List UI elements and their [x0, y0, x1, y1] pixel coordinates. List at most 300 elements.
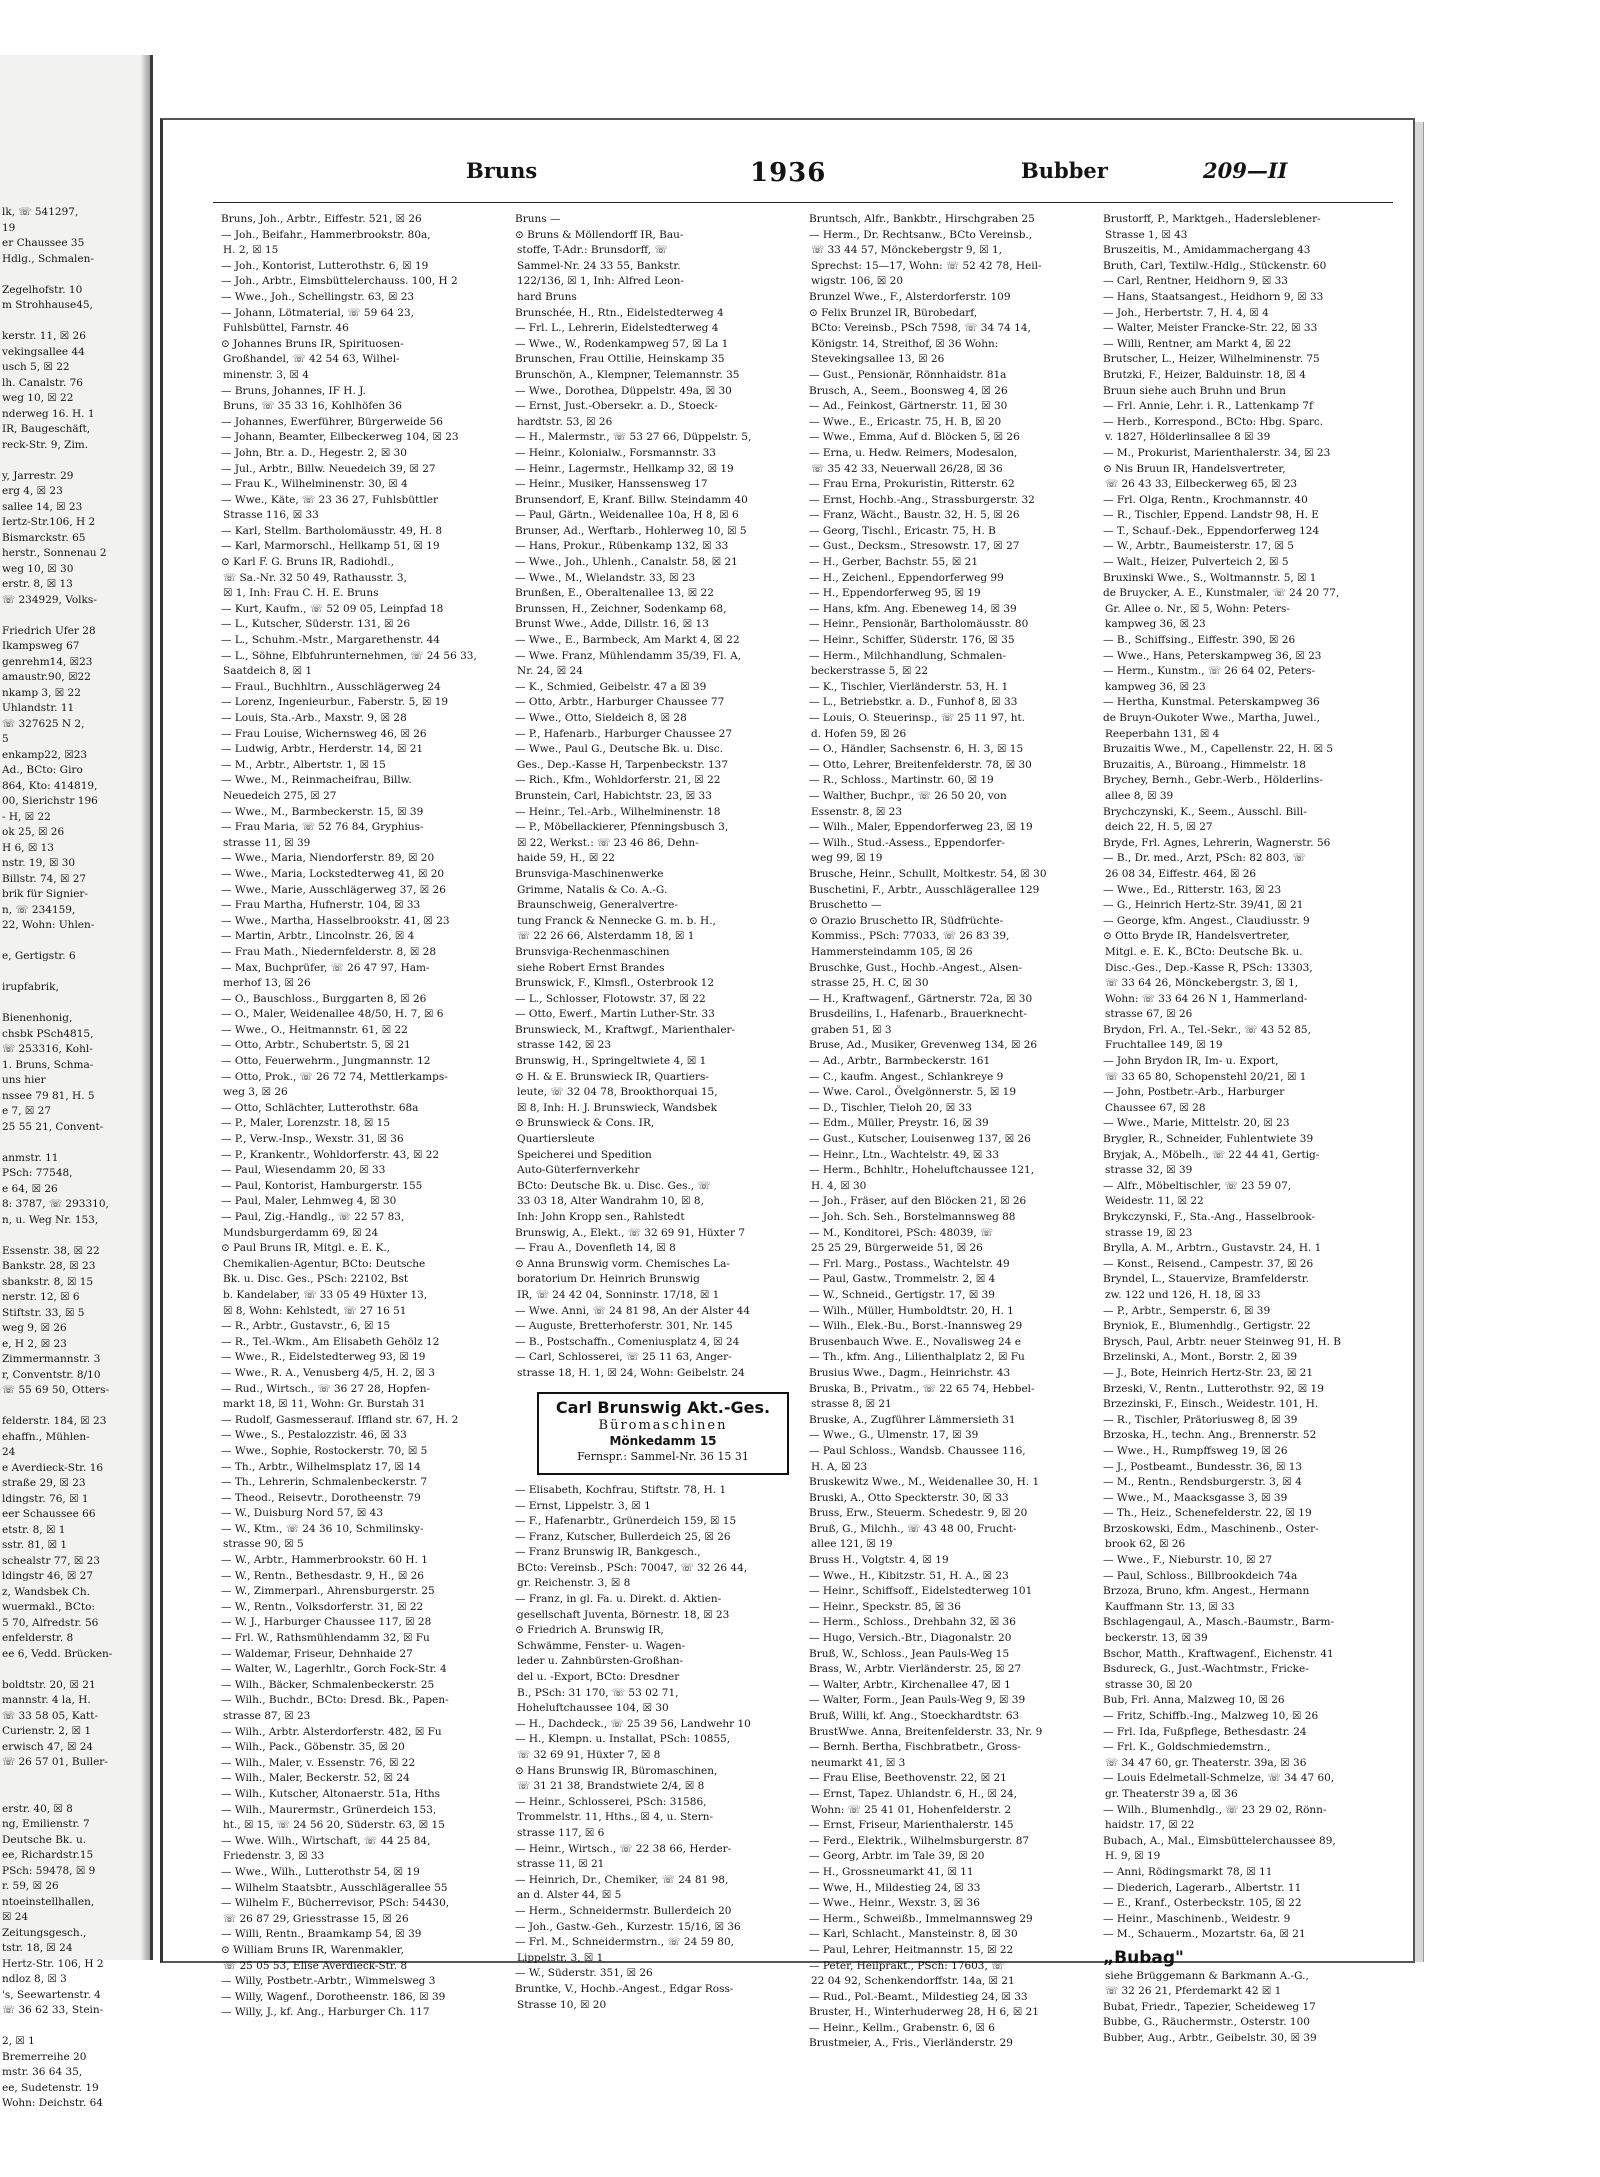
directory-entry-line: — L., Söhne, Elbfuhrunternehmen, ☏ 24 56 33, — [221, 649, 477, 662]
previous-page-line: 24 — [2, 1446, 16, 1458]
directory-entry-line: — Walter, Meister Francke-Str. 22, ☒ 33 — [1103, 322, 1318, 335]
directory-entry-line: — Wilh., Bäcker, Schmalenbeckerstr. 25 — [221, 1678, 435, 1691]
previous-page-line: weg 10, ☒ 30 — [2, 562, 74, 575]
directory-entry-line: BrustWwe. Anna, Breitenfelderstr. 33, Nr. 9 — [809, 1725, 1043, 1738]
directory-entry-line: Sprechst: 15—17, Wohn: ☏ 52 42 78, Heil- — [811, 259, 1042, 272]
directory-entry-line: — Hertha, Kunstmal. Peterskampweg 36 — [1103, 696, 1320, 709]
directory-entry-line: Strasse 1, ☒ 43 — [1105, 228, 1188, 241]
directory-entry-line: — Wilh., Stud.-Assess., Eppendorfer- — [809, 836, 1005, 849]
previous-page-line: Uhlandstr. 11 — [2, 702, 75, 714]
directory-entry-line: — J., Postbeamt., Bundesstr. 36, ☒ 13 — [1103, 1460, 1303, 1473]
directory-entry-line: Bruski, A., Otto Speckterstr. 30, ☒ 33 — [809, 1491, 1009, 1504]
directory-entry-line: Buschetini, F., Arbtr., Ausschlägerallee 129 — [809, 883, 1040, 896]
directory-entry-line: — John Brydon IR, Im- u. Export, — [1103, 1055, 1279, 1068]
previous-page-line: Essenstr. 38, ☒ 22 — [2, 1244, 100, 1257]
directory-entry-line: BCto: Vereinsb., PSch 7598, ☏ 34 74 14, — [811, 322, 1031, 335]
directory-entry-line: an d. Alster 44, ☒ 5 — [517, 1889, 622, 1902]
column-2-entries-top — [515, 212, 803, 1382]
directory-entry-line: kampweg 36, ☒ 23 — [1105, 680, 1206, 693]
previous-page-line: 22, Wohn: Uhlen- — [2, 919, 95, 931]
previous-page-line: weg 10, ☒ 22 — [2, 392, 74, 404]
directory-entry-line: — Herb., Korrespond., BCto: Hbg. Sparc. — [1103, 415, 1324, 428]
directory-entry-line: Brass, W., Arbtr. Vierländerstr. 25, ☒ 27 — [809, 1663, 1022, 1676]
directory-entry-line: Bubbe, G., Räuchermstr., Osterstr. 100 — [1103, 2016, 1310, 2029]
header-year: 1936 — [750, 158, 827, 188]
directory-entry-line: — Franz Brunswig IR, Bankgesch., — [515, 1546, 701, 1559]
previous-page-text — [2, 205, 142, 2112]
directory-entry-line: Bruska, B., Privatm., ☏ 22 65 74, Hebbel- — [809, 1382, 1035, 1395]
directory-entry-line: — M., Schauerm., Mozartstr. 6a, ☒ 21 — [1103, 1928, 1306, 1941]
directory-entry-line: — Frau Erna, Prokuristin, Ritterstr. 62 — [809, 478, 1015, 491]
directory-entry-line: ☏ Sa.-Nr. 32 50 49, Rathausstr. 3, — [223, 571, 407, 584]
directory-entry-line: — Wilhelm F., Bücherrevisor, PSch: 54430, — [221, 1897, 450, 1910]
previous-page-line: Zegelhofstr. 10 — [2, 283, 83, 296]
directory-entry-line: Inh: John Kropp sen., Rahlstedt — [517, 1211, 685, 1223]
directory-entry-line: Bryniok, E., Blumenhdlg., Gertigstr. 22 — [1103, 1320, 1311, 1333]
previous-page-line: m Strohhause45, — [2, 299, 93, 311]
previous-page-line — [2, 1135, 142, 1151]
directory-entry-line: Nr. 24, ☒ 24 — [517, 665, 583, 678]
directory-entry-line: — Ad., Feinkost, Gärtnerstr. 11, ☒ 30 — [809, 400, 1008, 413]
previous-page-line: er Chaussee 35 — [2, 237, 85, 249]
directory-entry-line: — Paul, Gärtn., Weidenallee 10a, H 8, ☒ 6 — [515, 509, 739, 522]
directory-entry-line: — Heinr., Maschinenb., Weidestr. 9 — [1103, 1912, 1291, 1925]
directory-entry-line: Brunßen, E., Oberaltenallee 13, ☒ 22 — [515, 587, 714, 600]
directory-entry-line: — P., Verw.-Insp., Wexstr. 31, ☒ 36 — [221, 1133, 404, 1146]
previous-page-line: y, Jarrestr. 29 — [2, 469, 74, 482]
directory-entry-line: Brusche, Heinr., Schullt, Moltkestr. 54, ☒ 30 — [809, 867, 1047, 880]
directory-entry-line: Kauffmann Str. 13, ☒ 33 — [1105, 1600, 1235, 1613]
directory-entry-line: — Walt., Heizer, Pulverteich 2, ☒ 5 — [1103, 556, 1289, 569]
directory-entry-line: — W., Zimmerparl., Ahrensburgerstr. 25 — [221, 1585, 435, 1598]
directory-entry-line: — Wwe., R., Eidelstedterweg 93, ☒ 19 — [221, 1351, 426, 1364]
directory-entry-line: — Wilh., Elek.-Bu., Borst.-Inannsweg 29 — [809, 1320, 1023, 1333]
directory-entry-line: Bruse, Ad., Musiker, Grevenweg 134, ☒ 26 — [809, 1039, 1038, 1052]
directory-entry-line: — E., Kranf., Osterbeckstr. 105, ☒ 22 — [1103, 1897, 1302, 1910]
directory-entry-line: tung Franck & Nennecke G. m. b. H., — [517, 914, 716, 927]
directory-entry-line: — Frau K., Wilhelminenstr. 30, ☒ 4 — [221, 478, 408, 491]
previous-page-line: felderstr. 184, ☒ 23 — [2, 1415, 107, 1427]
directory-entry-line: — Edm., Müller, Preystr. 16, ☒ 39 — [809, 1117, 989, 1130]
directory-entry-line: — R., Tel.-Wkm., Am Elisabeth Gehölz 12 — [221, 1335, 440, 1348]
directory-entry-line: — Joh., Kontorist, Lutterothstr. 6, ☒ 19 — [221, 259, 429, 272]
previous-page-line: lk, ☏ 541297, — [2, 206, 79, 218]
directory-entry-line: — L., Schuhm.-Mstr., Margarethenstr. 44 — [221, 634, 440, 647]
directory-entry-line: — Heinr., Kellm., Grabenstr. 6, ☒ 6 — [809, 2021, 995, 2034]
directory-entry-line: — Willy, J., kf. Ang., Harburger Ch. 117 — [221, 2006, 430, 2019]
previous-page-line: etstr. 8, ☒ 1 — [2, 1523, 66, 1536]
directory-entry-line: Kommiss., PSch: 77033, ☏ 26 83 39, — [811, 930, 1010, 943]
previous-page-line: Iertz-Str.106, H 2 — [2, 516, 96, 528]
previous-page-line: chsbk PSch4815, — [2, 1027, 94, 1040]
directory-entry-line: — W., Arbtr., Hammerbrookstr. 60 H. 1 — [221, 1554, 428, 1567]
previous-page-line: sbankstr. 8, ☒ 15 — [2, 1275, 94, 1288]
previous-page-line: Hertz-Str. 106, H 2 — [2, 1957, 104, 1970]
directory-entry-line: Sammel-Nr. 24 33 55, Bankstr. — [517, 259, 681, 272]
previous-page-line: ☏ 253316, Kohl- — [2, 1043, 93, 1055]
directory-entry-line: 25 25 29, Bürgerweide 51, ☒ 26 — [811, 1242, 983, 1255]
directory-entry-line: Brunssen, H., Zeichner, Sodenkamp 68, — [515, 602, 727, 615]
directory-entry-line: Reeperbahn 131, ☒ 4 — [1105, 727, 1220, 740]
previous-page-line: wuermakl., BCto: — [2, 1601, 95, 1613]
directory-entry-line: — F., Hafenarbtr., Grünerdeich 159, ☒ 15 — [515, 1515, 737, 1528]
directory-entry-line: — John, Postbetr.-Arb., Harburger — [1103, 1086, 1285, 1099]
directory-entry-line: Bruschetto — — [809, 899, 882, 912]
directory-entry-line: — Wwe., Dorothea, Düppelstr. 49a, ☒ 30 — [515, 384, 732, 397]
column-2 — [515, 212, 803, 2013]
directory-entry-line: — W., Schneid., Gertigstr. 17, ☒ 39 — [809, 1288, 995, 1301]
directory-entry-line: — Th., Lehrerin, Schmalenbeckerstr. 7 — [221, 1476, 428, 1489]
directory-entry-line: — R., Tischler, Eppend. Landstr 98, H. E — [1103, 509, 1319, 522]
book-gutter — [140, 55, 150, 1960]
directory-entry-line: — W. J., Harburger Chaussee 117, ☒ 28 — [221, 1616, 432, 1629]
previous-page-line: 2, ☒ 1 — [2, 2035, 35, 2047]
previous-page-line: r, Conventstr. 8/10 — [2, 1368, 101, 1381]
directory-entry-line: — Herm., Schloss., Drehbahn 32, ☒ 36 — [809, 1616, 1016, 1629]
previous-page-line: z, Wandsbek Ch. — [2, 1585, 90, 1598]
directory-entry-line: — Paul, Kontorist, Hamburgerstr. 155 — [221, 1179, 423, 1192]
previous-page-line: nstr. 19, ☒ 30 — [2, 857, 76, 869]
directory-entry-line: Brzoska, H., techn. Ang., Brennerstr. 52 — [1103, 1429, 1317, 1442]
directory-entry-line: — Wwe, H., Mildestieg 24, ☒ 33 — [809, 1881, 981, 1894]
directory-entry-line: b. Kandelaber, ☏ 33 05 49 Hüxter 13, — [223, 1288, 428, 1301]
directory-entry-line: Lippelstr. 3, ☒ 1 — [517, 1951, 604, 1964]
column-2-entries-bottom — [515, 1483, 803, 2013]
directory-entry-line: Bruschke, Gust., Hochb.-Angest., Alsen- — [809, 961, 1023, 974]
directory-entry-line: Brustorff, P., Marktgeh., Hadersleblener- — [1103, 213, 1321, 225]
directory-entry-line: — Herm., Schneidermstr. Bullerdeich 20 — [515, 1904, 732, 1917]
previous-page-line — [2, 608, 142, 624]
directory-entry-line: — Paul, Zig.-Handlg., ☏ 22 57 83, — [221, 1211, 405, 1223]
directory-entry-line: haidstr. 17, ☒ 22 — [1105, 1819, 1195, 1832]
directory-entry-line: — W., Arbtr., Baumeisterstr. 17, ☒ 5 — [1103, 540, 1294, 553]
directory-entry-line: Bruns, Joh., Arbtr., Eiffestr. 521, ☒ 26 — [221, 213, 422, 225]
directory-entry-line: — Wwe., S., Pestalozzistr. 46, ☒ 33 — [221, 1429, 407, 1442]
previous-page-line: e 64, ☒ 26 — [2, 1182, 58, 1195]
previous-page-line — [2, 1228, 142, 1244]
directory-entry-line: Schwämme, Fenster- u. Wagen- — [517, 1639, 686, 1652]
directory-entry-line: — M., Prokurist, Marienthalerstr. 34, ☒ 23 — [1103, 446, 1331, 459]
directory-entry-line: ☒ 8, Inh: H. J. Brunswieck, Wandsbek — [517, 1101, 717, 1114]
directory-entry-line: — Wwe., Ed., Ritterstr. 163, ☒ 23 — [1103, 883, 1282, 896]
directory-entry-line: zw. 122 und 126, H. 18, ☒ 33 — [1105, 1288, 1261, 1301]
header-first-entry: Bruns — [466, 158, 538, 183]
directory-entry-line: ⊙ Nis Bruun IR, Handelsvertreter, — [1103, 462, 1286, 475]
directory-entry-line: — Wilh., Buchdr., BCto: Dresd. Bk., Papen- — [221, 1694, 449, 1707]
directory-entry-line: — Fritz, Schiffb.-Ing., Malzweg 10, ☒ 26 — [1103, 1710, 1319, 1722]
previous-page-line: r. 59, ☒ 26 — [2, 1880, 59, 1892]
directory-entry-line: — J., Bote, Heinrich Hertz-Str. 23, ☒ 21 — [1103, 1366, 1314, 1379]
previous-page-line: 1. Bruns, Schma- — [2, 1058, 94, 1071]
previous-page-line: schealstr 77, ☒ 23 — [2, 1554, 100, 1567]
directory-entry-line: — L., Schlosser, Flotowstr. 37, ☒ 22 — [515, 992, 706, 1005]
previous-page-line: mannstr. 4 la, H. — [2, 1694, 91, 1706]
directory-entry-line: — Heinr., Schiffsoff., Eidelstedterweg 101 — [809, 1585, 1033, 1598]
previous-page-line: uns hier — [2, 1074, 46, 1086]
directory-entry-line: — Wwe. Franz, Mühlendamm 35/39, Fl. A, — [515, 649, 742, 662]
previous-page-line: ☏ 55 69 50, Otters- — [2, 1384, 110, 1396]
directory-entry-line: Brylla, A. M., Arbtrn., Gustavstr. 24, H. 1 — [1103, 1242, 1322, 1255]
directory-entry-line: — Auguste, Bretterhoferstr. 301, Nr. 145 — [515, 1320, 733, 1333]
directory-entry-line: strasse 87, ☒ 23 — [223, 1710, 311, 1722]
directory-entry-line: — W., Rentn., Volksdorferstr. 31, ☒ 22 — [221, 1600, 424, 1613]
directory-entry-line: siehe Brüggemann & Barkmann A.-G., — [1105, 1969, 1309, 1982]
previous-page-line: Curienstr. 2, ☒ 1 — [2, 1725, 92, 1737]
directory-entry-line: — P., Maler, Lorenzstr. 18, ☒ 15 — [221, 1117, 391, 1130]
directory-entry-line: — Heinr., Musiker, Hanssensweg 17 — [515, 478, 708, 491]
directory-entry-line: Bschlagengaul, A., Masch.-Baumstr., Barm- — [1103, 1616, 1335, 1629]
directory-entry-line: — R., Arbtr., Gustavstr., 6, ☒ 15 — [221, 1320, 391, 1333]
directory-entry-line: ☒ 8, Wohn: Kehlstedt, ☏ 27 16 51 — [223, 1304, 407, 1317]
directory-entry-line: Bubach, A., Mal., Eimsbüttelerchaussee 89, — [1103, 1834, 1336, 1847]
page-edge — [1415, 122, 1424, 1962]
previous-page-line — [2, 1786, 142, 1802]
previous-page-line: nerstr. 12, ☒ 6 — [2, 1291, 80, 1303]
directory-entry-line: Fuhlsbüttel, Farnstr. 46 — [223, 322, 349, 335]
previous-page-line: usch 5, ☒ 22 — [2, 361, 70, 373]
previous-page-line — [2, 314, 142, 330]
directory-entry-line: gr. Theaterstr 39 a, ☒ 36 — [1105, 1787, 1238, 1800]
directory-entry-line: — Heinr., Schiffer, Süderstr. 176, ☒ 35 — [809, 634, 1015, 647]
previous-page-line: enkamp22, ☒23 — [2, 748, 88, 761]
directory-entry-line: Mitgl. e. E. K., BCto: Deutsche Bk. u. — [1105, 945, 1303, 958]
directory-entry-line: — Waldemar, Friseur, Dehnhaide 27 — [221, 1647, 413, 1660]
directory-entry-line: — L., Kutscher, Süderstr. 131, ☒ 26 — [221, 618, 411, 631]
directory-entry-line: — Wwe., Otto, Sieldeich 8, ☒ 28 — [515, 712, 687, 724]
previous-page-line: 5 70, Alfredstr. 56 — [2, 1616, 99, 1629]
directory-entry-line: — Frl. W., Rathsmühlendamm 32, ☒ Fu — [221, 1632, 430, 1645]
directory-entry-line: H. A, ☒ 23 — [811, 1460, 868, 1473]
directory-entry-line: haide 59, H., ☒ 22 — [517, 852, 615, 865]
previous-page-line: H 6, ☒ 13 — [2, 841, 54, 854]
directory-entry-line: — Otto, Prok., ☏ 26 72 74, Mettlerkamps- — [221, 1070, 448, 1083]
directory-entry-line: brook 62, ☒ 26 — [1105, 1538, 1186, 1551]
directory-entry-line: — Carl, Schlosserei, ☏ 25 11 63, Anger- — [515, 1351, 732, 1364]
directory-entry-line: H. 4, ☒ 30 — [811, 1179, 867, 1192]
directory-entry-line: Bruss, Erw., Steuerm. Schedestr. 9, ☒ 20 — [809, 1507, 1028, 1520]
directory-entry-line: — Wwe., Wilh., Lutterothstr 54, ☒ 19 — [221, 1865, 420, 1878]
directory-entry-line: Brydon, Frl. A., Tel.-Sekr., ☏ 43 52 85, — [1103, 1023, 1311, 1036]
directory-entry-line: — Heinr., Ltn., Wachtelstr. 49, ☒ 33 — [809, 1148, 1000, 1161]
directory-entry-line: ☏ 32 69 91, Hüxter 7, ☒ 8 — [517, 1749, 661, 1761]
directory-entry-line: Bruster, H., Winterhuderweg 28, H 6, ☒ 21 — [809, 2006, 1039, 2019]
previous-page-line: irupfabrik, — [2, 981, 59, 993]
directory-entry-line: allee 8, ☒ 39 — [1105, 789, 1174, 802]
directory-entry-line: ☏ 26 43 33, Eilbeckerweg 65, ☒ 23 — [1105, 478, 1298, 491]
directory-entry-line: del u. -Export, BCto: Dresdner — [517, 1671, 680, 1684]
previous-page-line: ng, Emilienstr. 7 — [2, 1818, 90, 1830]
directory-entry-line: — Wwe., Sophie, Rostockerstr. 70, ☒ 5 — [221, 1444, 428, 1457]
previous-page-line: enfelderstr. 8 — [2, 1632, 74, 1644]
directory-entry-line: — Elisabeth, Kochfrau, Stiftstr. 78, H. 1 — [515, 1483, 727, 1496]
directory-entry-line: de Bruyn-Oukoter Wwe., Martha, Juwel., — [1103, 712, 1321, 724]
previous-page-line — [2, 965, 142, 981]
previous-page-line: eer Schaussee 66 — [2, 1508, 96, 1520]
directory-entry-line: Brunstein, Carl, Habichtstr. 23, ☒ 33 — [515, 789, 712, 802]
previous-page-line: ldingstr. 76, ☒ 1 — [2, 1492, 89, 1505]
previous-page-line: sstr. 81, ☒ 1 — [2, 1539, 68, 1551]
carl-brunswig-advertisement — [537, 1392, 789, 1475]
directory-entry-line: — Hans, Prokur., Rübenkamp 132, ☒ 33 — [515, 540, 729, 553]
directory-entry-line: weg 3, ☒ 26 — [223, 1086, 288, 1099]
directory-entry-line: — Otto, Feuerwehrm., Jungmannstr. 12 — [221, 1055, 431, 1068]
directory-entry-line: Brygler, R., Schneider, Fuhlentwiete 39 — [1103, 1133, 1314, 1146]
directory-entry-line: Bruns, ☏ 35 33 16, Kohlhöfen 36 — [223, 400, 402, 413]
previous-page-line: 19 — [2, 221, 16, 234]
directory-entry-line: Bruzaitis Wwe., M., Capellenstr. 22, H. ☒ 5 — [1103, 743, 1334, 756]
directory-entry-line: — Franz, in gl. Fa. u. Direkt. d. Aktien- — [515, 1593, 722, 1606]
directory-entry-line: — Otto, Lehrer, Breitenfelderstr. 78, ☒ 30 — [809, 758, 1032, 771]
directory-entry-line: — Wilh., Maler, v. Essenstr. 76, ☒ 22 — [221, 1756, 416, 1769]
directory-entry-line: Brunsviga-Rechenmaschinen — [515, 945, 670, 958]
ad-line-2: Büromaschinen — [598, 1418, 728, 1434]
directory-entry-line: — Karl, Schlacht., Mansteinstr. 8, ☒ 30 — [809, 1928, 1018, 1941]
previous-page-line: e 7, ☒ 27 — [2, 1105, 52, 1117]
directory-entry-line: — Lorenz, Ingenieurbur., Faberstr. 5, ☒ 19 — [221, 696, 449, 709]
directory-entry-line: — Wilh., Kutscher, Altonaerstr. 51a, Hths — [221, 1787, 441, 1800]
directory-entry-line: Bruß, Willi, kf. Ang., Stoeckhardtstr. 63 — [809, 1710, 1020, 1722]
directory-entry-line: ☒ 1, Inh: Frau C. H. E. Bruns — [223, 587, 379, 600]
previous-page-line: nssee 79 81, H. 5 — [2, 1089, 95, 1102]
directory-entry-line: 122/136, ☒ 1, Inh: Alfred Leon- — [517, 275, 684, 288]
directory-entry-line: — Ludwig, Arbtr., Herderstr. 14, ☒ 21 — [221, 743, 424, 756]
directory-entry-line: — R., Schloss., Martinstr. 60, ☒ 19 — [809, 774, 994, 787]
directory-entry-line: 22 04 92, Schenkendorffstr. 14a, ☒ 21 — [811, 1975, 1015, 1988]
directory-entry-line: Brusdeilins, I., Hafenarb., Brauerknecht- — [809, 1008, 1027, 1021]
directory-entry-line: Brutscher, L., Heizer, Wilhelminenstr. 75 — [1103, 353, 1320, 366]
directory-entry-line: — O., Händler, Sachsenstr. 6, H. 3, ☒ 15 — [809, 743, 1024, 756]
previous-page-line — [2, 1662, 142, 1678]
directory-entry-line: Grimme, Natalis & Co. A.-G. — [517, 883, 668, 896]
column-3 — [809, 212, 1097, 2052]
directory-entry-line: — Wwe. Carol., Övelgönnerstr. 5, ☒ 19 — [809, 1086, 1017, 1099]
directory-entry-line: — Gust., Pensionär, Rönnhaidstr. 81a — [809, 368, 1007, 381]
directory-entry-line: — Frau Martha, Hufnerstr. 104, ☒ 33 — [221, 899, 421, 912]
directory-entry-line: strasse 25, H. C, ☒ 30 — [811, 977, 929, 990]
directory-entry-line: — Otto, Arbtr., Harburger Chaussee 77 — [515, 696, 725, 709]
directory-entry-line: graben 51, ☒ 3 — [811, 1023, 892, 1036]
directory-entry-line: Bubber, Aug., Arbtr., Geibelstr. 30, ☒ 39 — [1103, 2031, 1317, 2044]
previous-page-line: tstr. 18, ☒ 24 — [2, 1942, 73, 1954]
directory-entry-line: Bruszeitis, M., Amidammachergang 43 — [1103, 244, 1311, 257]
directory-entry-line: hardtstr. 53, ☒ 26 — [517, 415, 613, 428]
directory-entry-line: Königstr. 14, Streithof, ☒ 36 Wohn: — [811, 337, 999, 350]
previous-page-line: erwisch 47, ☒ 24 — [2, 1740, 94, 1753]
directory-entry-line: — Franz, Wächt., Baustr. 32, H. 5, ☒ 26 — [809, 509, 1020, 522]
directory-entry-line: — Wwe., Paul G., Deutsche Bk. u. Disc. — [515, 743, 723, 756]
directory-entry-line: — Karl, Stellm. Bartholomäusstr. 49, H. 8 — [221, 524, 443, 537]
directory-entry-line: Bruske, A., Zugführer Lämmersieth 31 — [809, 1413, 1016, 1426]
directory-entry-line: — Walter, W., Lagerhltr., Gorch Fock-Str. 4 — [221, 1663, 447, 1676]
directory-entry-line: — Alfr., Möbeltischler, ☏ 23 59 07, — [1103, 1179, 1292, 1192]
directory-entry-line: — Frl. L., Lehrerin, Eidelstedterweg 4 — [515, 322, 719, 335]
directory-entry-line: — Wwe., O., Heitmannstr. 61, ☒ 22 — [221, 1023, 408, 1036]
directory-entry-line: — Frl. M., Schneidermstrn., ☏ 24 59 80, — [515, 1936, 734, 1949]
directory-entry-line: — Rudolf, Gasmesserauf. Iffland str. 67, H. 2 — [221, 1413, 459, 1426]
directory-entry-line: ☏ 33 44 57, Mönckebergstr 9, ☒ 1, — [811, 244, 1002, 257]
directory-entry-line: Hoheluftchaussee 104, ☒ 30 — [517, 1702, 669, 1715]
directory-entry-line: — Walther, Buchpr., ☏ 26 50 20, von — [809, 789, 1007, 802]
directory-entry-line: — John, Btr. a. D., Hegestr. 2, ☒ 30 — [221, 446, 407, 459]
directory-entry-line: — Hans, Staatsangest., Heidhorn 9, ☒ 33 — [1103, 290, 1324, 303]
directory-entry-line: — Otto, Ewerf., Martin Luther-Str. 33 — [515, 1008, 715, 1021]
previous-page-line: nkamp 3, ☒ 22 — [2, 686, 81, 699]
directory-entry-line: wigstr. 106, ☒ 20 — [811, 275, 904, 288]
directory-entry-line: — Wwe., Martha, Hasselbrookstr. 41, ☒ 23 — [221, 914, 450, 927]
directory-entry-line: — Wwe., W., Rodenkampweg 57, ☒ La 1 — [515, 337, 729, 350]
directory-entry-line: ⊙ Hans Brunswig IR, Büromaschinen, — [515, 1764, 718, 1777]
directory-entry-line: Auto-Güterfernverkehr — [517, 1164, 640, 1177]
directory-entry-line: — Paul Schloss., Wandsb. Chaussee 116, — [809, 1444, 1026, 1457]
previous-page-sliver — [0, 55, 153, 2109]
directory-entry-line: — Frl. Marg., Postass., Wachtelstr. 49 — [809, 1257, 1010, 1270]
previous-page-line: erstr. 8, ☒ 13 — [2, 578, 73, 590]
directory-entry-line: Brychey, Bernh., Gebr.-Werb., Hölderlins- — [1103, 774, 1323, 787]
directory-entry-line: — W., Ktm., ☏ 24 36 10, Schmilinsky- — [221, 1522, 424, 1535]
previous-page-line: 00, Sierichstr 196 — [2, 795, 98, 807]
directory-entry-line: ⊙ Anna Brunswig vorm. Chemisches La- — [515, 1257, 730, 1270]
directory-entry-line: Brzelinski, A., Mont., Borstr. 2, ☒ 39 — [1103, 1351, 1298, 1364]
previous-page-line: e, H 2, ☒ 23 — [2, 1337, 67, 1350]
directory-entry-line: 33 03 18, Alter Wandrahm 10, ☒ 8, — [517, 1195, 704, 1208]
directory-entry-line: Quartiersleute — [517, 1133, 595, 1146]
column-1 — [221, 212, 509, 2021]
directory-entry-line: — Wwe., Maria, Niendorferstr. 89, ☒ 20 — [221, 852, 435, 865]
directory-entry-line: Brusch, A., Seem., Boonsweg 4, ☒ 26 — [809, 384, 1008, 397]
directory-entry-line: Bk. u. Disc. Ges., PSch: 22102, Bst — [223, 1273, 409, 1286]
directory-entry-line: d. Hofen 59, ☒ 26 — [811, 727, 907, 740]
directory-entry-line: — Joh., Gastw.-Geh., Kurzestr. 15/16, ☒ 36 — [515, 1920, 741, 1933]
previous-page-line: Zeitungsgesch., — [2, 1926, 87, 1939]
previous-page-line: Deutsche Bk. u. — [2, 1833, 87, 1846]
directory-entry-line: ⊙ Paul Bruns IR, Mitgl. e. E. K., — [221, 1242, 390, 1255]
directory-entry-line: — Paul, Wiesendamm 20, ☒ 33 — [221, 1164, 386, 1177]
directory-entry-line: — Carl, Rentner, Heidhorn 9, ☒ 33 — [1103, 275, 1288, 288]
directory-entry-line: — Frau A., Dovenfleth 14, ☒ 8 — [515, 1242, 676, 1255]
directory-entry-line: — Heinr., Wirtsch., ☏ 22 38 66, Herder- — [515, 1842, 732, 1855]
directory-entry-line: — Ferd., Elektrik., Wilhelmsburgerstr. 87 — [809, 1834, 1030, 1847]
previous-page-line: ☏ 327625 N 2, — [2, 717, 85, 730]
directory-entry-line: ☏ 22 26 66, Alsterdamm 18, ☒ 1 — [517, 930, 695, 943]
directory-entry-line: Brunsendorf, E, Kranf. Billw. Steindamm 40 — [515, 493, 748, 506]
directory-entry-line: H. 2, ☒ 15 — [223, 244, 279, 257]
directory-entry-line: — Wwe., H., Rumpffsweg 19, ☒ 26 — [1103, 1444, 1288, 1457]
directory-entry-line: ☏ 31 21 38, Brandstwiete 2/4, ☒ 8 — [517, 1780, 705, 1793]
directory-entry-line: neumarkt 41, ☒ 3 — [811, 1756, 906, 1769]
directory-entry-line: — Hans, kfm. Ang. Ebeneweg 14, ☒ 39 — [809, 602, 1017, 615]
directory-entry-line: — George, kfm. Angest., Claudiusstr. 9 — [1103, 914, 1310, 927]
directory-entry-line: BCto: Vereinsb., PSch: 70047, ☏ 32 26 44, — [517, 1561, 748, 1574]
directory-entry-line: — Johannes, Ewerführer, Bürgerweide 56 — [221, 415, 443, 428]
previous-page-line: Bienenhonig, — [2, 1012, 73, 1024]
previous-page-line: mstr. 36 64 35, — [2, 2066, 83, 2078]
directory-entry-line: de Bruycker, A. E., Kunstmaler, ☏ 24 20 77, — [1103, 587, 1340, 600]
directory-entry-line: Brzoza, Bruno, kfm. Angest., Hermann — [1103, 1585, 1310, 1598]
directory-entry-line: — Georg, Arbtr. im Tale 39, ☒ 20 — [809, 1850, 985, 1863]
directory-entry-line: — Wilhelm Staatsbtr., Ausschlägerallee 55 — [221, 1881, 448, 1894]
directory-entry-line: — H., Kraftwagenf., Gärtnerstr. 72a, ☒ 30 — [809, 992, 1033, 1005]
directory-entry-line: allee 121, ☒ 19 — [811, 1538, 893, 1551]
previous-page-line: ee, Richardstr.15 — [2, 1849, 94, 1861]
directory-entry-line: Disc.-Ges., Dep.-Kasse R, PSch: 13303, — [1105, 961, 1313, 974]
directory-entry-line: — D., Tischler, Tieloh 20, ☒ 33 — [809, 1101, 972, 1114]
directory-entry-line: — Herm., Bchhltr., Hoheluftchaussee 121, — [809, 1164, 1035, 1177]
directory-entry-line: — P., Krankentr., Wohldorferstr. 43, ☒ 22 — [221, 1148, 440, 1161]
header-last-entry: Bubber — [1021, 158, 1108, 183]
directory-entry-line: — M., Rentn., Rendsburgerstr. 3, ☒ 4 — [1103, 1476, 1302, 1489]
directory-entry-line: v. 1827, Hölderlinsallee 8 ☒ 39 — [1105, 431, 1271, 444]
previous-page-line: IR, Baugeschäft, — [2, 423, 91, 435]
